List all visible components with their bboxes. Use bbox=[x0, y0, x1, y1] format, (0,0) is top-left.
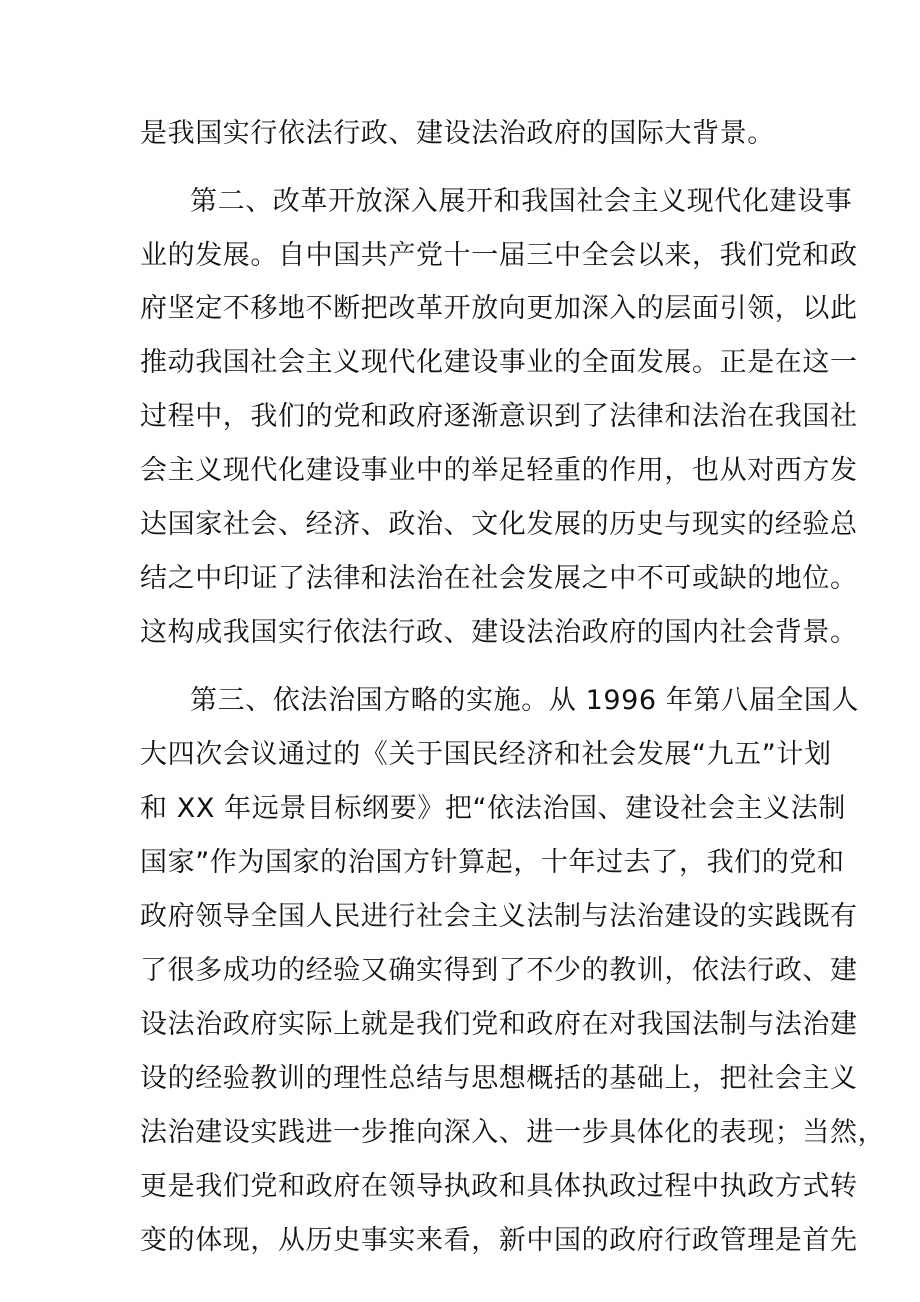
text-line: 这构成我国实行依法行政、建设法治政府的国内社会背景。 bbox=[140, 617, 858, 648]
text-line: 变的体现，从历史事实来看，新中国的政府行政管理是首先 bbox=[140, 1225, 858, 1256]
text-line: 推动我国社会主义现代化建设事业的全面发展。正是在这一 bbox=[140, 347, 858, 378]
text-line: 过程中，我们的党和政府逐渐意识到了法律和法治在我国社 bbox=[140, 401, 858, 432]
text-line: 结之中印证了法律和法治在社会发展之中不可或缺的地位。 bbox=[140, 563, 858, 594]
text-line: 达国家社会、经济、政治、文化发展的历史与现实的经验总 bbox=[140, 509, 858, 540]
paragraph-3-first-line: 第三、依法治国方略的实施。从 1996 年第八届全国人 bbox=[190, 685, 860, 716]
text-line: 法治建设实践进一步推向深入、进一步具体化的表现；当然， bbox=[140, 1117, 886, 1148]
text-line: 设的经验教训的理性总结与思想概括的基础上，把社会主义 bbox=[140, 1063, 858, 1094]
text-line: 政府领导全国人民进行社会主义法制与法治建设的实践既有 bbox=[140, 901, 858, 932]
text-line: 更是我们党和政府在领导执政和具体执政过程中执政方式转 bbox=[140, 1171, 858, 1202]
text-line: 和 XX 年远景目标纲要》把“依法治国、建设社会主义法制 bbox=[140, 793, 846, 824]
paragraph-2-first-line: 第二、改革开放深入展开和我国社会主义现代化建设事 bbox=[190, 186, 853, 217]
text-line: 国家”作为国家的治国方针算起，十年过去了，我们的党和 bbox=[140, 847, 845, 878]
text-line: 是我国实行依法行政、建设法治政府的国际大背景。 bbox=[140, 118, 775, 149]
text-line: 业的发展。自中国共产党十一届三中全会以来，我们党和政 bbox=[140, 240, 858, 271]
text-line: 了很多成功的经验又确实得到了不少的教训，依法行政、建 bbox=[140, 955, 858, 986]
text-line: 府坚定不移地不断把改革开放向更加深入的层面引领，以此 bbox=[140, 293, 858, 324]
text-line: 会主义现代化建设事业中的举足轻重的作用，也从对西方发 bbox=[140, 455, 858, 486]
text-line: 大四次会议通过的《关于国民经济和社会发展“九五”计划 bbox=[140, 739, 832, 770]
text-line: 设法治政府实际上就是我们党和政府在对我国法制与法治建 bbox=[140, 1009, 858, 1040]
